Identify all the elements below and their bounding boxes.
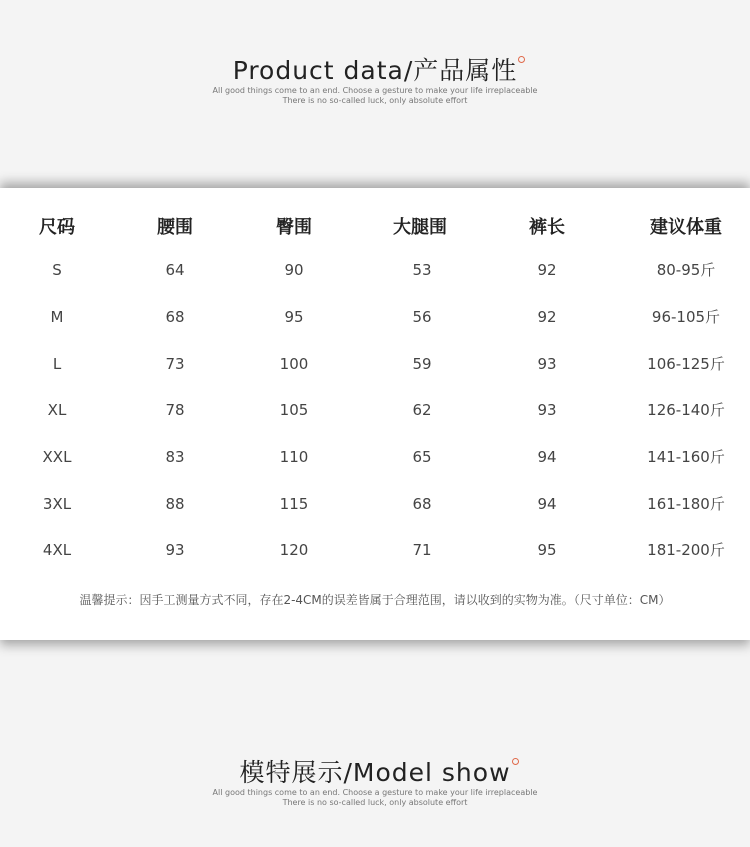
table-header-cell: 腰围 — [157, 217, 193, 238]
table-cell: 62 — [412, 401, 432, 419]
table-cell: 78 — [165, 401, 185, 419]
table-cell: 71 — [412, 541, 432, 559]
table-cell: 161-180斤 — [647, 495, 725, 513]
table-cell: 120 — [279, 541, 309, 559]
table-cell: 3XL — [42, 495, 72, 513]
table-header-cell: 尺码 — [39, 217, 75, 238]
table-row — [0, 255, 750, 285]
heading-subtitle-line1: All good things come to an end. Choose a gesture to make your life irreplaceable — [212, 86, 538, 95]
table-cell: 65 — [412, 448, 432, 466]
table-cell: 96-105斤 — [651, 308, 721, 326]
table-row — [0, 489, 750, 519]
table-cell: 88 — [165, 495, 185, 513]
table-cell: 92 — [537, 308, 557, 326]
table-cell: 94 — [537, 495, 557, 513]
circle-dot-icon — [518, 56, 525, 63]
table-cell: 64 — [165, 261, 185, 279]
table-cell: 94 — [537, 448, 557, 466]
table-cell: 4XL — [42, 541, 72, 559]
table-cell: 90 — [284, 261, 304, 279]
table-row — [0, 302, 750, 332]
table-cell: 93 — [537, 401, 557, 419]
table-cell: 95 — [537, 541, 557, 559]
table-row — [0, 442, 750, 472]
table-cell: 181-200斤 — [647, 541, 725, 559]
table-cell: 93 — [537, 355, 557, 373]
table-header-cell: 大腿围 — [393, 217, 447, 238]
table-cell: L — [52, 355, 62, 373]
table-cell: 59 — [412, 355, 432, 373]
measurement-note: 温馨提示：因手工测量方式不同，存在2-4CM的误差皆属于合理范围，请以收到的实物为准。（尺寸单位：CM） — [79, 593, 671, 607]
size-table-panel — [0, 188, 750, 640]
table-header-row — [0, 213, 750, 243]
table-row — [0, 535, 750, 565]
table-cell: 141-160斤 — [647, 448, 725, 466]
table-cell: XL — [47, 401, 67, 419]
table-cell: 68 — [165, 308, 185, 326]
model-show-heading — [0, 758, 750, 808]
table-cell: 73 — [165, 355, 185, 373]
circle-dot-icon — [512, 758, 519, 765]
table-cell: S — [52, 261, 62, 279]
table-header-cell: 建议体重 — [650, 217, 722, 238]
table-cell: 53 — [412, 261, 432, 279]
table-cell: 92 — [537, 261, 557, 279]
table-cell: 68 — [412, 495, 432, 513]
model-show-title: 模特展示/Model show — [239, 758, 511, 787]
table-cell: 115 — [279, 495, 309, 513]
table-cell: XXL — [42, 448, 72, 466]
table-cell: 100 — [279, 355, 309, 373]
table-cell: 110 — [279, 448, 309, 466]
table-cell: 105 — [279, 401, 309, 419]
table-header-cell: 臀围 — [276, 217, 312, 238]
table-header-cell: 裤长 — [529, 217, 565, 238]
product-data-heading — [0, 56, 750, 106]
heading-subtitle-line1: All good things come to an end. Choose a gesture to make your life irreplaceable — [212, 788, 538, 797]
product-data-title: Product data/产品属性 — [232, 56, 518, 85]
table-cell: 106-125斤 — [647, 355, 725, 373]
table-row — [0, 349, 750, 379]
table-cell: 83 — [165, 448, 185, 466]
table-cell: 95 — [284, 308, 304, 326]
table-cell: 126-140斤 — [647, 401, 725, 419]
table-cell: 93 — [165, 541, 185, 559]
table-row — [0, 395, 750, 425]
table-cell: 80-95斤 — [656, 261, 716, 279]
heading-subtitle-line2: There is no so-called luck, only absolute effort — [282, 96, 468, 105]
table-cell: 56 — [412, 308, 432, 326]
heading-subtitle-line2: There is no so-called luck, only absolute effort — [282, 798, 468, 807]
table-cell: M — [50, 308, 64, 326]
